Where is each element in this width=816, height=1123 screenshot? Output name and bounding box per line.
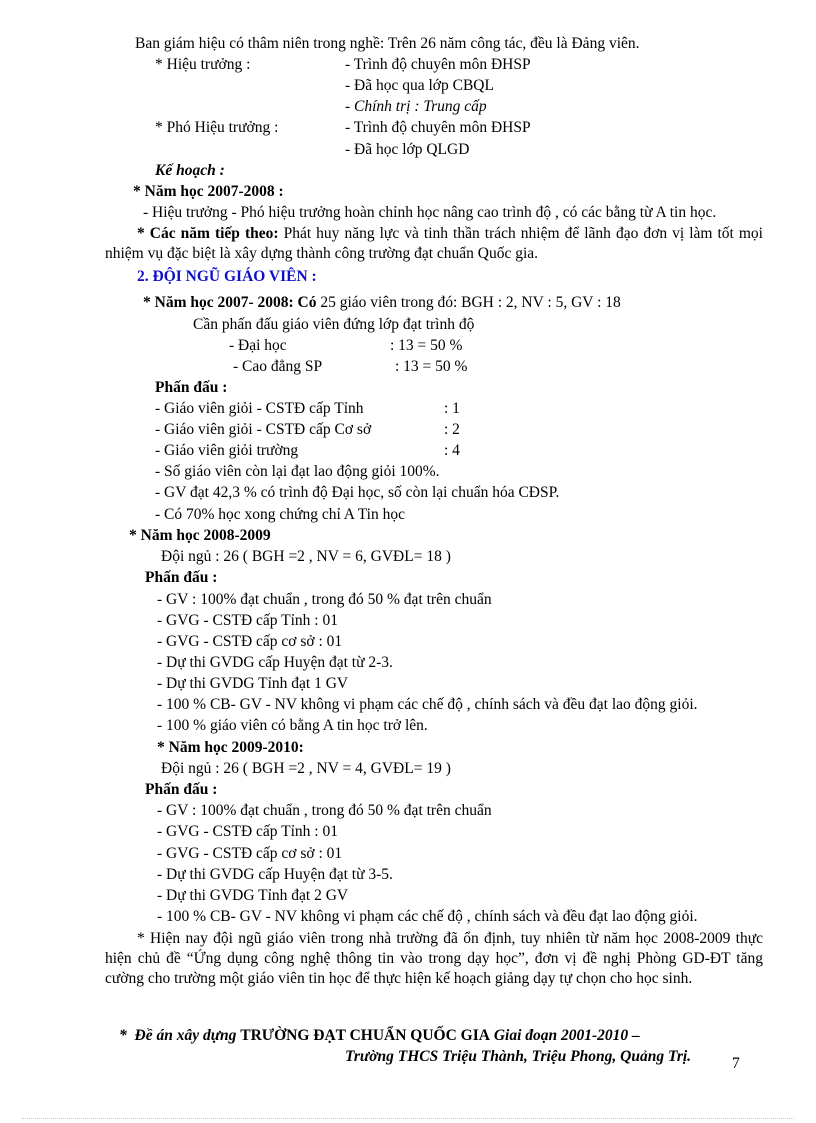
list-item: - Dự thi GVDG Tỉnh đạt 2 GV — [157, 887, 349, 904]
year-2008-staff: Đội ngủ : 26 ( BGH =2 , NV = 6, GVĐL= 18 ) — [161, 548, 451, 565]
list-item: - GV : 100% đạt chuẩn , trong đó 50 % đạt trên chuẩn — [157, 802, 492, 819]
list-item: - GV : 100% đạt chuẩn , trong đó 50 % đạt trên chuẩn — [157, 591, 492, 608]
list-item: - Có 70% học xong chứng chỉ A Tin học — [155, 506, 405, 523]
year-2008-strive: Phấn đấu : — [145, 569, 218, 586]
gvg-coso-label: - Giáo viên giỏi - CSTĐ cấp Cơ sở — [155, 421, 372, 438]
admin-intro: Ban giám hiệu có thâm niên trong nghề: Trên 26 năm công tác, đều là Đảng viên. — [135, 35, 640, 52]
list-item: - GVG - CSTĐ cấp cơ sở : 01 — [157, 845, 343, 862]
plan-next-label: * Các năm tiếp theo: — [137, 225, 279, 242]
year-2007-strive: Phấn đấu : — [155, 379, 228, 396]
cd-value: : 13 = 50 % — [395, 358, 468, 375]
plan-next-paragraph — [105, 224, 763, 264]
list-item: - GVG - CSTĐ cấp Tỉnh : 01 — [157, 612, 338, 629]
list-item: - 100 % CB- GV - NV không vi phạm các chế độ , chính sách và đều đạt lao động giỏi. — [157, 908, 698, 925]
year-2009-staff: Đội ngủ : 26 ( BGH =2 , NV = 4, GVĐL= 19 ) — [161, 760, 451, 777]
footer-period: Giai đoạn 2001-2010 – — [493, 1027, 640, 1044]
footer-star: * — [119, 1027, 127, 1044]
footer-school: Trường THCS Triệu Thành, Triệu Phong, Quảng Trị. — [345, 1048, 692, 1065]
gvg-coso-value: : 2 — [444, 421, 460, 438]
page-bottom-divider — [22, 1118, 794, 1119]
year-2007-heading-rest: 25 giáo viên trong đó: BGH : 2, NV : 5, GV : 18 — [316, 294, 621, 311]
plan-year1-text: - Hiệu trưởng - Phó hiệu trưởng hoàn chỉnh học nâng cao trình độ , có các bằng từ A tin học. — [143, 204, 717, 221]
principal-label: * Hiệu trưởng : — [155, 56, 251, 73]
dh-label: - Đại học — [229, 337, 287, 354]
staff-note-paragraph: * Hiện nay đội ngũ giáo viên trong nhà trường đã ổn định, tuy nhiên từ năm học 2008-2009 thực hiện chủ đề “Ứng dụng công nghệ thông tin vào trong dạy học”, đơn vị đề nghị Phòng GD-ĐT tăng cường cho trường một giáo viên tin học để thực hiện kế hoạch giảng dạy tự chọn cho học sinh. — [105, 930, 763, 987]
plan-next-text: Phát huy năng lực và tinh thần trách nhiệm để lãnh đạo đơn vị làm tốt mọi nhiệm vụ đặc biệt là xây dựng thành công trường đạt chuẩn Quốc gia. — [105, 225, 763, 262]
gvg-tinh-label: - Giáo viên giỏi - CSTĐ cấp Tỉnh — [155, 400, 364, 417]
footer-line-1 — [119, 1026, 640, 1046]
gvg-tinh-value: : 1 — [444, 400, 460, 417]
year-2007-heading-line — [143, 293, 621, 313]
year-2007-target: Cần phấn đấu giáo viên đứng lớp đạt trình độ — [193, 316, 475, 333]
section-2-heading: 2. ĐỘI NGŨ GIÁO VIÊN : — [137, 268, 317, 285]
list-item: - Dự thi GVDG Tỉnh đạt 1 GV — [157, 675, 349, 692]
list-item: - Dự thi GVDG cấp Huyện đạt từ 3-5. — [157, 866, 393, 883]
gvg-truong-label: - Giáo viên giỏi trường — [155, 442, 299, 459]
list-item: - GVG - CSTĐ cấp Tỉnh : 01 — [157, 823, 338, 840]
dh-value: : 13 = 50 % — [390, 337, 463, 354]
cd-label: - Cao đẳng SP — [233, 358, 323, 375]
year-2007-heading: * Năm học 2007- 2008: Có — [143, 294, 317, 311]
list-item: - GV đạt 42,3 % có trình độ Đại học, số còn lại chuẩn hóa CĐSP. — [155, 484, 560, 501]
list-item: - 100 % giáo viên có bằng A tin học trở lên. — [157, 717, 428, 734]
principal-item: - Đã học qua lớp CBQL — [345, 77, 494, 94]
principal-item: - Trình độ chuyên môn ĐHSP — [345, 56, 531, 73]
list-item: - 100 % CB- GV - NV không vi phạm các chế độ , chính sách và đều đạt lao động giỏi. — [157, 696, 698, 713]
footer-title: TRƯỜNG ĐẠT CHUẨN QUỐC GIA — [240, 1027, 490, 1044]
list-item: - GVG - CSTĐ cấp cơ sở : 01 — [157, 633, 343, 650]
gvg-truong-value: : 4 — [444, 442, 460, 459]
vice-label: * Phó Hiệu trưởng : — [155, 119, 279, 136]
year-2009-strive: Phấn đấu : — [145, 781, 218, 798]
vice-item: - Đã học lớp QLGD — [345, 141, 470, 158]
page-number: 7 — [732, 1055, 740, 1072]
footer-lead: Đề án xây dựng — [134, 1027, 237, 1044]
year-2009-heading: * Năm học 2009-2010: — [157, 739, 304, 756]
list-item: - Dự thi GVDG cấp Huyện đạt từ 2-3. — [157, 654, 393, 671]
list-item: - Số giáo viên còn lại đạt lao động giỏi 100%. — [155, 463, 440, 480]
plan-heading: Kế hoạch : — [155, 162, 225, 179]
principal-item: - Chính trị : Trung cấp — [345, 98, 487, 115]
year-2008-heading: * Năm học 2008-2009 — [129, 527, 271, 544]
vice-item: - Trình độ chuyên môn ĐHSP — [345, 119, 531, 136]
plan-year1-heading: * Năm học 2007-2008 : — [133, 183, 284, 200]
